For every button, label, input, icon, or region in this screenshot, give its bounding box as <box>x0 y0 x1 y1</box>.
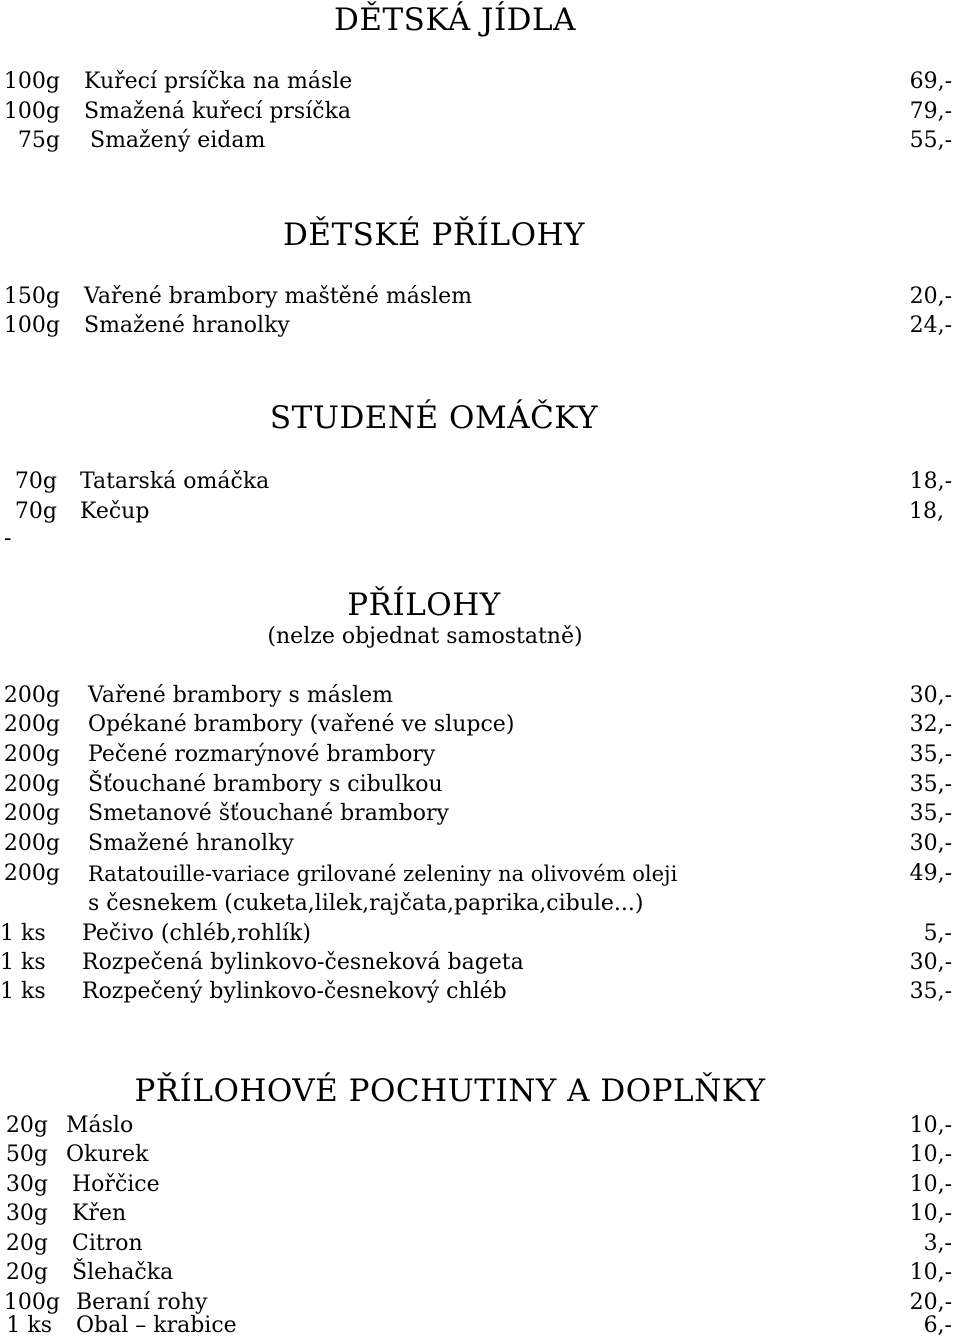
item-qty: 20g <box>5 1260 48 1285</box>
item-price: 20,- <box>909 284 952 309</box>
item-name: Vařené brambory s máslem <box>88 683 394 708</box>
menu-item <box>0 682 960 712</box>
item-qty: 100g <box>3 313 60 338</box>
item-name: Rozpečený bylinkovo-česnekový chléb <box>82 979 507 1004</box>
item-qty: 30g <box>5 1201 48 1226</box>
price-overflow: - <box>4 526 12 551</box>
menu-item <box>0 1259 960 1289</box>
menu-item <box>0 771 960 801</box>
item-qty: 70g <box>14 499 57 524</box>
item-name: Křen <box>72 1201 127 1226</box>
item-price: 10,- <box>909 1142 952 1167</box>
item-qty: 1 ks <box>0 979 46 1004</box>
menu-item <box>0 860 960 890</box>
menu-item <box>0 283 960 313</box>
item-name: Máslo <box>66 1113 134 1138</box>
menu-item <box>0 1312 960 1342</box>
menu-item <box>0 1200 960 1230</box>
item-price: 30,- <box>909 831 952 856</box>
item-price: 55,- <box>909 128 952 153</box>
item-qty: 100g <box>3 69 60 94</box>
menu-item <box>0 1230 960 1260</box>
item-qty: 30g <box>5 1172 48 1197</box>
item-name: Šlehačka <box>72 1260 174 1285</box>
item-name: Vařené brambory maštěné máslem <box>84 284 473 309</box>
item-name: Smažený eidam <box>90 128 266 153</box>
item-qty: 20g <box>5 1113 48 1138</box>
menu-item <box>0 920 960 950</box>
item-name: Smažené hranolky <box>84 313 290 338</box>
item-qty: 200g <box>3 801 60 826</box>
item-name: Beraní rohy <box>76 1290 208 1315</box>
item-name: Šťouchané brambory s cibulkou <box>88 772 443 797</box>
item-qty: 50g <box>5 1142 48 1167</box>
item-price: 79,- <box>909 99 952 124</box>
item-name: Pečené rozmarýnové brambory <box>88 742 436 767</box>
item-qty: 150g <box>3 284 60 309</box>
menu-item-continuation <box>0 890 960 920</box>
item-name: Hořčice <box>72 1172 160 1197</box>
item-price: 30,- <box>909 950 952 975</box>
menu-item <box>0 498 960 528</box>
item-qty: 1 ks <box>0 921 46 946</box>
item-qty: 1 ks <box>6 1313 52 1338</box>
item-name: Okurek <box>66 1142 149 1167</box>
item-qty: 200g <box>3 683 60 708</box>
item-price: 3,- <box>923 1231 952 1256</box>
item-price: 18,- <box>909 469 952 494</box>
item-price: 35,- <box>909 742 952 767</box>
section-title-cold-sauces: STUDENÉ OMÁČKY <box>269 400 599 436</box>
item-name: Ratatouille-variace grilované zeleniny na olivovém oleji <box>88 862 678 886</box>
menu-item <box>0 1171 960 1201</box>
item-price: 35,- <box>909 801 952 826</box>
menu-item <box>0 127 960 157</box>
item-name: s česnekem (cuketa,lilek,rajčata,paprika,cibule...) <box>88 891 644 916</box>
section-title-kids-meals: DĚTSKÁ JÍDLA <box>333 2 577 38</box>
item-price: 20,- <box>909 1290 952 1315</box>
item-name: Kečup <box>80 499 150 524</box>
item-qty: 200g <box>3 742 60 767</box>
item-name: Kuřecí prsíčka na másle <box>84 69 353 94</box>
item-price: 5,- <box>923 921 952 946</box>
item-qty: 70g <box>14 469 57 494</box>
item-qty: 75g <box>17 128 60 153</box>
item-name: Rozpečená bylinkovo-česneková bageta <box>82 950 524 975</box>
item-qty: 100g <box>3 1290 60 1315</box>
item-name: Smažené hranolky <box>88 831 294 856</box>
section-title-sides: PŘÍLOHY <box>347 587 501 623</box>
item-price: 30,- <box>909 683 952 708</box>
item-price: 10,- <box>909 1172 952 1197</box>
menu-item <box>0 741 960 771</box>
menu-item <box>0 978 960 1008</box>
item-price: 32,- <box>909 712 952 737</box>
item-name: Opékané brambory (vařené ve slupce) <box>88 712 515 737</box>
item-price: 49,- <box>909 861 952 886</box>
item-name: Obal – krabice <box>76 1313 237 1338</box>
item-name: Citron <box>72 1231 143 1256</box>
item-price: 24,- <box>909 313 952 338</box>
item-price: 10,- <box>909 1260 952 1285</box>
item-price: 69,- <box>909 69 952 94</box>
item-price: 6,- <box>923 1313 952 1338</box>
item-price: 10,- <box>909 1113 952 1138</box>
item-qty: 1 ks <box>0 950 46 975</box>
item-qty: 200g <box>3 831 60 856</box>
menu-item <box>0 949 960 979</box>
item-name: Tatarská omáčka <box>80 469 270 494</box>
section-title-condiments: PŘÍLOHOVÉ POCHUTINY A DOPLŇKY <box>134 1073 766 1109</box>
menu-item <box>0 98 960 128</box>
menu-item <box>0 312 960 342</box>
menu-item <box>0 800 960 830</box>
item-qty: 200g <box>3 772 60 797</box>
menu-item <box>0 1141 960 1171</box>
menu-item <box>0 830 960 860</box>
item-price: 18, <box>909 499 944 524</box>
item-price: 35,- <box>909 979 952 1004</box>
menu-item <box>0 468 960 498</box>
item-name: Smetanové šťouchané brambory <box>88 801 449 826</box>
section-title-kids-sides: DĚTSKÉ PŘÍLOHY <box>283 217 585 253</box>
item-qty: 100g <box>3 99 60 124</box>
item-name: Pečivo (chléb,rohlík) <box>82 921 311 946</box>
item-price: 10,- <box>909 1201 952 1226</box>
item-price: 35,- <box>909 772 952 797</box>
menu-item <box>0 1112 960 1142</box>
item-qty: 200g <box>3 712 60 737</box>
item-qty: 20g <box>5 1231 48 1256</box>
item-name: Smažená kuřecí prsíčka <box>84 99 352 124</box>
menu-item <box>0 68 960 98</box>
menu-item <box>0 711 960 741</box>
item-qty: 200g <box>3 861 60 886</box>
section-subtitle-sides: (nelze objednat samostatně) <box>267 624 583 649</box>
